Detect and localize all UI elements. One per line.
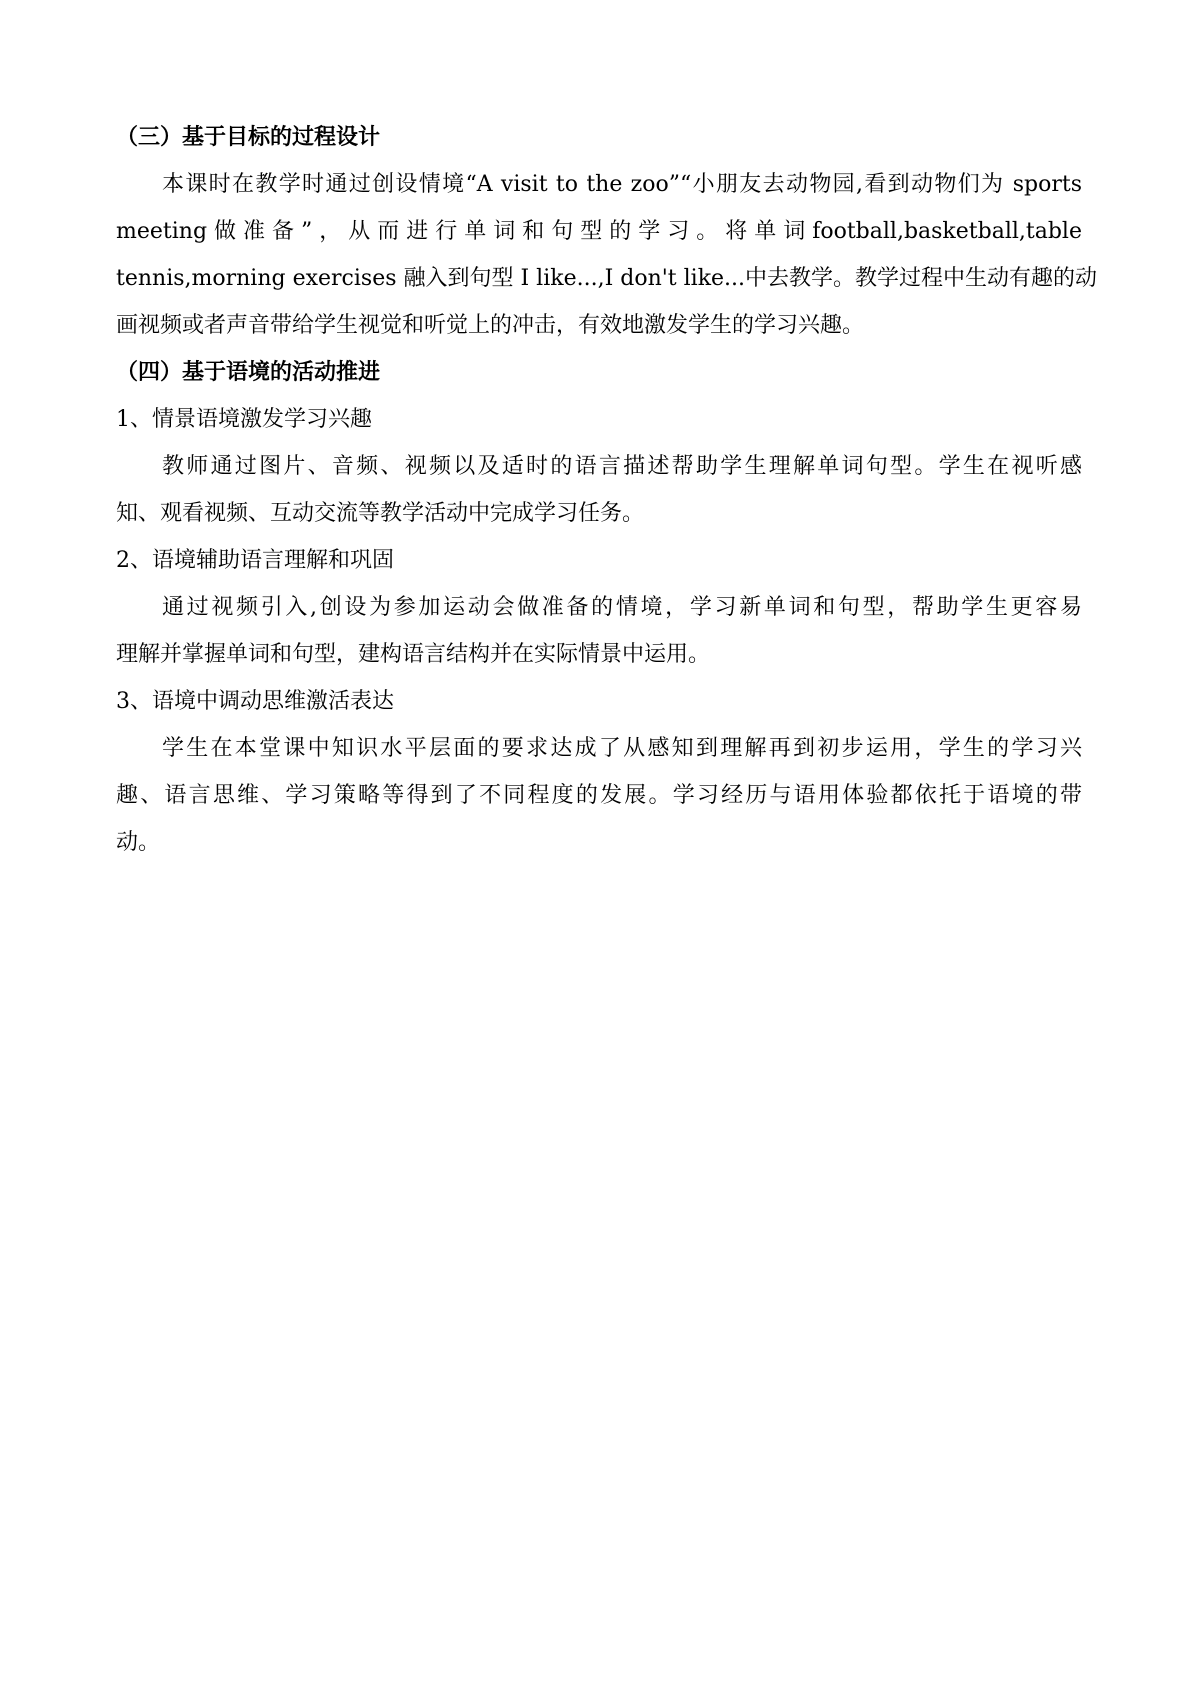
paragraph-line: 教师通过图片、音频、视频以及适时的语言描述帮助学生理解单词句型。学生在视听感 xyxy=(162,454,1082,479)
subsection-title-2: 2、语境辅助语言理解和巩固 xyxy=(116,548,394,573)
subsection-1-paragraph xyxy=(116,443,1082,537)
paragraph-line: 画视频或者声音带给学生视觉和听觉上的冲击，有效地激发学生的学习兴趣。 xyxy=(116,313,865,338)
subsection-title-3: 3、语境中调动思维激活表达 xyxy=(116,689,394,714)
subsection-3-paragraph xyxy=(116,725,1082,866)
section-heading-3: （三）基于目标的过程设计 xyxy=(116,125,381,150)
paragraph-line: tennis,morning exercises 融入到句型 I like...,I don't like...中去教学。教学过程中生动有趣的动 xyxy=(116,266,1098,291)
paragraph-line: meeting 做 准 备 ” ， 从 而 进 行 单 词 和 句 型 的 学 习 。 将 单 词 football,basketball,table xyxy=(116,219,1082,244)
paragraph-line: 知、观看视频、互动交流等教学活动中完成学习任务。 xyxy=(116,501,645,526)
subsection-2-paragraph xyxy=(116,584,1082,678)
paragraph-line: 学生在本堂课中知识水平层面的要求达成了从感知到理解再到初步运用，学生的学习兴 xyxy=(162,736,1082,761)
paragraph-line: 通过视频引入,创设为参加运动会做准备的情境，学习新单词和句型，帮助学生更容易 xyxy=(162,595,1082,620)
paragraph-line: 理解并掌握单词和句型，建构语言结构并在实际情景中运用。 xyxy=(116,642,711,667)
paragraph-line: 动。 xyxy=(116,830,161,855)
subsection-title-1: 1、情景语境激发学习兴趣 xyxy=(116,407,372,432)
paragraph-line: 本课时在教学时通过创设情境“A visit to the zoo”“小朋友去动物园,看到动物们为 sports xyxy=(162,172,1082,197)
paragraph-line: 趣、语言思维、学习策略等得到了不同程度的发展。学习经历与语用体验都依托于语境的带 xyxy=(116,783,1082,808)
section-3-paragraph xyxy=(116,161,1098,349)
section-heading-4: （四）基于语境的活动推进 xyxy=(116,360,381,385)
document-content xyxy=(116,114,1098,866)
